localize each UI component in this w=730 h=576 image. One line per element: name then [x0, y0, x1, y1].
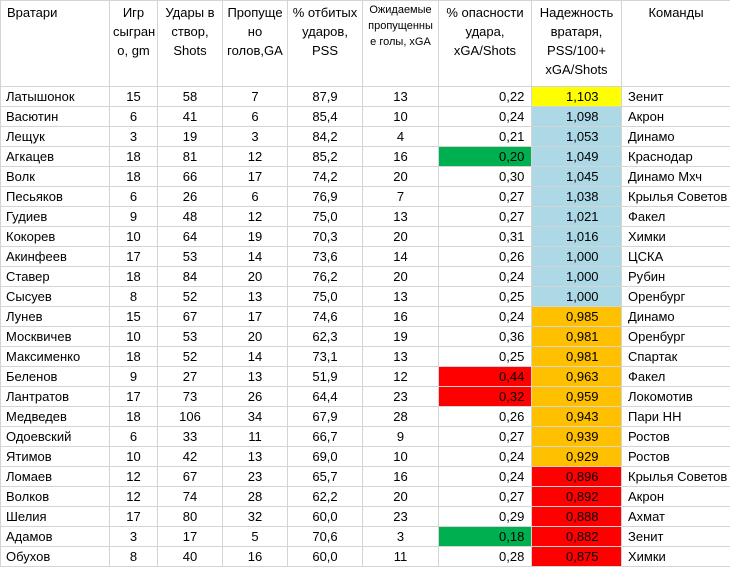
- table-row: [1, 427, 730, 447]
- cell-goalkeeper-name: Васютин: [1, 107, 110, 127]
- cell-goalkeeper-name: Москвичев: [1, 327, 110, 347]
- cell-xga: 16: [363, 307, 439, 327]
- cell-games: 15: [110, 87, 158, 107]
- cell-games: 8: [110, 287, 158, 307]
- cell-reliability: 1,000: [532, 267, 622, 287]
- cell-xga: 10: [363, 107, 439, 127]
- cell-danger: 0,27: [439, 207, 532, 227]
- cell-goals-against: 7: [223, 87, 288, 107]
- cell-games: 10: [110, 227, 158, 247]
- cell-goalkeeper-name: Лантратов: [1, 387, 110, 407]
- table-row: [1, 207, 730, 227]
- cell-goals-against: 5: [223, 527, 288, 547]
- cell-goals-against: 13: [223, 447, 288, 467]
- cell-goals-against: 17: [223, 167, 288, 187]
- cell-pss: 75,0: [288, 207, 363, 227]
- cell-goalkeeper-name: Кокорев: [1, 227, 110, 247]
- cell-pss: 51,9: [288, 367, 363, 387]
- table-row: [1, 127, 730, 147]
- cell-goals-against: 26: [223, 387, 288, 407]
- cell-games: 10: [110, 327, 158, 347]
- cell-goalkeeper-name: Шелия: [1, 507, 110, 527]
- table-row: [1, 387, 730, 407]
- cell-danger: 0,28: [439, 547, 532, 567]
- cell-shots: 58: [158, 87, 223, 107]
- cell-reliability: 0,888: [532, 507, 622, 527]
- table-row: [1, 187, 730, 207]
- cell-danger: 0,29: [439, 507, 532, 527]
- cell-reliability: 1,053: [532, 127, 622, 147]
- cell-reliability: 0,985: [532, 307, 622, 327]
- cell-pss: 67,9: [288, 407, 363, 427]
- cell-goals-against: 14: [223, 347, 288, 367]
- cell-shots: 27: [158, 367, 223, 387]
- cell-goals-against: 6: [223, 107, 288, 127]
- cell-pss: 76,2: [288, 267, 363, 287]
- cell-reliability: 0,875: [532, 547, 622, 567]
- cell-goalkeeper-name: Адамов: [1, 527, 110, 547]
- cell-goalkeeper-name: Обухов: [1, 547, 110, 567]
- cell-team: Крылья Советов: [622, 187, 730, 207]
- cell-xga: 7: [363, 187, 439, 207]
- cell-danger: 0,27: [439, 427, 532, 447]
- cell-reliability: 1,000: [532, 287, 622, 307]
- cell-games: 18: [110, 407, 158, 427]
- cell-pss: 84,2: [288, 127, 363, 147]
- cell-goals-against: 11: [223, 427, 288, 447]
- header-shots: Удары в створ, Shots: [158, 1, 223, 87]
- cell-pss: 70,6: [288, 527, 363, 547]
- cell-goals-against: 13: [223, 287, 288, 307]
- cell-xga: 23: [363, 387, 439, 407]
- cell-shots: 73: [158, 387, 223, 407]
- cell-pss: 85,2: [288, 147, 363, 167]
- cell-reliability: 1,098: [532, 107, 622, 127]
- cell-games: 6: [110, 107, 158, 127]
- cell-reliability: 1,016: [532, 227, 622, 247]
- cell-goals-against: 20: [223, 327, 288, 347]
- cell-shots: 53: [158, 327, 223, 347]
- cell-goalkeeper-name: Лунев: [1, 307, 110, 327]
- table-row: [1, 287, 730, 307]
- cell-xga: 13: [363, 207, 439, 227]
- cell-shots: 66: [158, 167, 223, 187]
- cell-goals-against: 13: [223, 367, 288, 387]
- cell-reliability: 1,038: [532, 187, 622, 207]
- cell-goals-against: 28: [223, 487, 288, 507]
- cell-pss: 66,7: [288, 427, 363, 447]
- table-row: [1, 367, 730, 387]
- cell-xga: 20: [363, 487, 439, 507]
- cell-goals-against: 32: [223, 507, 288, 527]
- table-row: [1, 267, 730, 287]
- cell-shots: 52: [158, 287, 223, 307]
- cell-team: Оренбург: [622, 327, 730, 347]
- cell-games: 18: [110, 147, 158, 167]
- cell-shots: 84: [158, 267, 223, 287]
- cell-pss: 70,3: [288, 227, 363, 247]
- cell-games: 3: [110, 527, 158, 547]
- cell-shots: 64: [158, 227, 223, 247]
- table-row: [1, 547, 730, 567]
- table-row: [1, 527, 730, 547]
- cell-danger: 0,25: [439, 347, 532, 367]
- cell-team: Краснодар: [622, 147, 730, 167]
- cell-games: 9: [110, 207, 158, 227]
- cell-team: Спартак: [622, 347, 730, 367]
- table-row: [1, 307, 730, 327]
- header-team: Команды: [622, 1, 730, 87]
- cell-goals-against: 6: [223, 187, 288, 207]
- cell-goalkeeper-name: Ятимов: [1, 447, 110, 467]
- cell-xga: 9: [363, 427, 439, 447]
- cell-shots: 80: [158, 507, 223, 527]
- cell-danger: 0,30: [439, 167, 532, 187]
- cell-reliability: 1,049: [532, 147, 622, 167]
- cell-goals-against: 12: [223, 207, 288, 227]
- cell-shots: 67: [158, 467, 223, 487]
- cell-team: Ростов: [622, 447, 730, 467]
- table-row: [1, 227, 730, 247]
- cell-goalkeeper-name: Песьяков: [1, 187, 110, 207]
- cell-reliability: 1,045: [532, 167, 622, 187]
- cell-team: Рубин: [622, 267, 730, 287]
- cell-team: Химки: [622, 547, 730, 567]
- cell-team: Ахмат: [622, 507, 730, 527]
- table-body: [1, 87, 730, 567]
- cell-shots: 67: [158, 307, 223, 327]
- table-row: [1, 107, 730, 127]
- table-row: [1, 347, 730, 367]
- cell-pss: 85,4: [288, 107, 363, 127]
- cell-xga: 13: [363, 347, 439, 367]
- cell-goalkeeper-name: Гудиев: [1, 207, 110, 227]
- cell-games: 17: [110, 507, 158, 527]
- header-games: Игр сыгран о, gm: [110, 1, 158, 87]
- cell-reliability: 0,981: [532, 327, 622, 347]
- cell-xga: 13: [363, 287, 439, 307]
- cell-pss: 64,4: [288, 387, 363, 407]
- table-row: [1, 407, 730, 427]
- cell-games: 6: [110, 427, 158, 447]
- cell-reliability: 0,929: [532, 447, 622, 467]
- cell-pss: 74,2: [288, 167, 363, 187]
- cell-danger: 0,24: [439, 307, 532, 327]
- cell-pss: 73,6: [288, 247, 363, 267]
- cell-goalkeeper-name: Максименко: [1, 347, 110, 367]
- cell-reliability: 1,021: [532, 207, 622, 227]
- cell-team: ЦСКА: [622, 247, 730, 267]
- cell-pss: 74,6: [288, 307, 363, 327]
- cell-danger: 0,36: [439, 327, 532, 347]
- cell-shots: 52: [158, 347, 223, 367]
- cell-games: 17: [110, 387, 158, 407]
- cell-team: Факел: [622, 367, 730, 387]
- cell-goalkeeper-name: Сысуев: [1, 287, 110, 307]
- cell-goalkeeper-name: Беленов: [1, 367, 110, 387]
- cell-team: Локомотив: [622, 387, 730, 407]
- cell-pss: 60,0: [288, 547, 363, 567]
- cell-games: 18: [110, 347, 158, 367]
- cell-goals-against: 20: [223, 267, 288, 287]
- cell-team: Пари НН: [622, 407, 730, 427]
- cell-games: 15: [110, 307, 158, 327]
- cell-goals-against: 16: [223, 547, 288, 567]
- cell-reliability: 0,896: [532, 467, 622, 487]
- table-row: [1, 327, 730, 347]
- cell-danger: 0,25: [439, 287, 532, 307]
- cell-pss: 69,0: [288, 447, 363, 467]
- table-row: [1, 487, 730, 507]
- cell-reliability: 0,943: [532, 407, 622, 427]
- cell-shots: 106: [158, 407, 223, 427]
- cell-xga: 20: [363, 227, 439, 247]
- cell-danger: 0,26: [439, 407, 532, 427]
- table-row: [1, 507, 730, 527]
- cell-team: Факел: [622, 207, 730, 227]
- cell-shots: 42: [158, 447, 223, 467]
- cell-goals-against: 19: [223, 227, 288, 247]
- cell-team: Динамо Мхч: [622, 167, 730, 187]
- cell-team: Ростов: [622, 427, 730, 447]
- cell-pss: 76,9: [288, 187, 363, 207]
- cell-danger: 0,20: [439, 147, 532, 167]
- cell-danger: 0,44: [439, 367, 532, 387]
- cell-xga: 3: [363, 527, 439, 547]
- table-row: [1, 167, 730, 187]
- cell-goalkeeper-name: Волков: [1, 487, 110, 507]
- table-row: [1, 467, 730, 487]
- cell-shots: 48: [158, 207, 223, 227]
- cell-reliability: 1,103: [532, 87, 622, 107]
- cell-reliability: 1,000: [532, 247, 622, 267]
- cell-pss: 62,3: [288, 327, 363, 347]
- cell-reliability: 0,939: [532, 427, 622, 447]
- cell-pss: 65,7: [288, 467, 363, 487]
- cell-team: Динамо: [622, 127, 730, 147]
- cell-games: 3: [110, 127, 158, 147]
- table-row: [1, 247, 730, 267]
- table-row: [1, 87, 730, 107]
- cell-danger: 0,24: [439, 267, 532, 287]
- cell-team: Химки: [622, 227, 730, 247]
- cell-goalkeeper-name: Акинфеев: [1, 247, 110, 267]
- cell-danger: 0,26: [439, 247, 532, 267]
- cell-shots: 40: [158, 547, 223, 567]
- cell-xga: 20: [363, 267, 439, 287]
- cell-xga: 20: [363, 167, 439, 187]
- cell-goals-against: 23: [223, 467, 288, 487]
- cell-shots: 41: [158, 107, 223, 127]
- cell-xga: 14: [363, 247, 439, 267]
- cell-shots: 17: [158, 527, 223, 547]
- cell-goalkeeper-name: Одоевский: [1, 427, 110, 447]
- header-reliability: Надежность вратаря, PSS/100+ xGA/Shots: [532, 1, 622, 87]
- cell-danger: 0,27: [439, 487, 532, 507]
- cell-pss: 73,1: [288, 347, 363, 367]
- cell-shots: 74: [158, 487, 223, 507]
- cell-team: Акрон: [622, 107, 730, 127]
- cell-xga: 23: [363, 507, 439, 527]
- cell-xga: 19: [363, 327, 439, 347]
- cell-shots: 53: [158, 247, 223, 267]
- cell-danger: 0,27: [439, 187, 532, 207]
- cell-shots: 19: [158, 127, 223, 147]
- cell-reliability: 0,892: [532, 487, 622, 507]
- table-row: [1, 447, 730, 467]
- cell-danger: 0,22: [439, 87, 532, 107]
- cell-danger: 0,32: [439, 387, 532, 407]
- cell-team: Акрон: [622, 487, 730, 507]
- cell-team: Крылья Советов: [622, 467, 730, 487]
- cell-xga: 12: [363, 367, 439, 387]
- cell-goalkeeper-name: Медведев: [1, 407, 110, 427]
- header-goalkeeper: Вратари: [1, 1, 110, 87]
- cell-shots: 81: [158, 147, 223, 167]
- cell-goals-against: 17: [223, 307, 288, 327]
- cell-reliability: 0,981: [532, 347, 622, 367]
- cell-goals-against: 14: [223, 247, 288, 267]
- cell-danger: 0,31: [439, 227, 532, 247]
- cell-games: 6: [110, 187, 158, 207]
- cell-team: Зенит: [622, 527, 730, 547]
- cell-games: 10: [110, 447, 158, 467]
- cell-pss: 62,2: [288, 487, 363, 507]
- cell-goalkeeper-name: Латышонок: [1, 87, 110, 107]
- table-row: [1, 147, 730, 167]
- cell-reliability: 0,963: [532, 367, 622, 387]
- cell-games: 8: [110, 547, 158, 567]
- cell-games: 12: [110, 487, 158, 507]
- cell-xga: 4: [363, 127, 439, 147]
- cell-goals-against: 34: [223, 407, 288, 427]
- header-danger: % опасности удара, xGA/Shots: [439, 1, 532, 87]
- cell-goalkeeper-name: Ломаев: [1, 467, 110, 487]
- cell-xga: 28: [363, 407, 439, 427]
- cell-shots: 26: [158, 187, 223, 207]
- cell-team: Динамо: [622, 307, 730, 327]
- cell-goalkeeper-name: Волк: [1, 167, 110, 187]
- cell-xga: 13: [363, 87, 439, 107]
- cell-xga: 10: [363, 447, 439, 467]
- cell-danger: 0,24: [439, 447, 532, 467]
- cell-games: 18: [110, 167, 158, 187]
- cell-team: Оренбург: [622, 287, 730, 307]
- header-conceded: Пропуще но голов,GA: [223, 1, 288, 87]
- cell-games: 18: [110, 267, 158, 287]
- cell-reliability: 0,959: [532, 387, 622, 407]
- cell-danger: 0,21: [439, 127, 532, 147]
- cell-pss: 75,0: [288, 287, 363, 307]
- cell-goals-against: 12: [223, 147, 288, 167]
- cell-reliability: 0,882: [532, 527, 622, 547]
- cell-shots: 33: [158, 427, 223, 447]
- cell-team: Зенит: [622, 87, 730, 107]
- cell-danger: 0,18: [439, 527, 532, 547]
- cell-goalkeeper-name: Агкацев: [1, 147, 110, 167]
- header-pss: % отбитых ударов, PSS: [288, 1, 363, 87]
- header-xga: Ожидаемые пропущенны е голы, xGA: [363, 1, 439, 87]
- cell-danger: 0,24: [439, 107, 532, 127]
- header-row: [1, 1, 730, 87]
- cell-xga: 16: [363, 467, 439, 487]
- cell-goalkeeper-name: Лещук: [1, 127, 110, 147]
- cell-games: 9: [110, 367, 158, 387]
- cell-games: 12: [110, 467, 158, 487]
- cell-pss: 60,0: [288, 507, 363, 527]
- cell-xga: 11: [363, 547, 439, 567]
- cell-pss: 87,9: [288, 87, 363, 107]
- cell-goals-against: 3: [223, 127, 288, 147]
- cell-goalkeeper-name: Ставер: [1, 267, 110, 287]
- cell-games: 17: [110, 247, 158, 267]
- cell-xga: 16: [363, 147, 439, 167]
- cell-danger: 0,24: [439, 467, 532, 487]
